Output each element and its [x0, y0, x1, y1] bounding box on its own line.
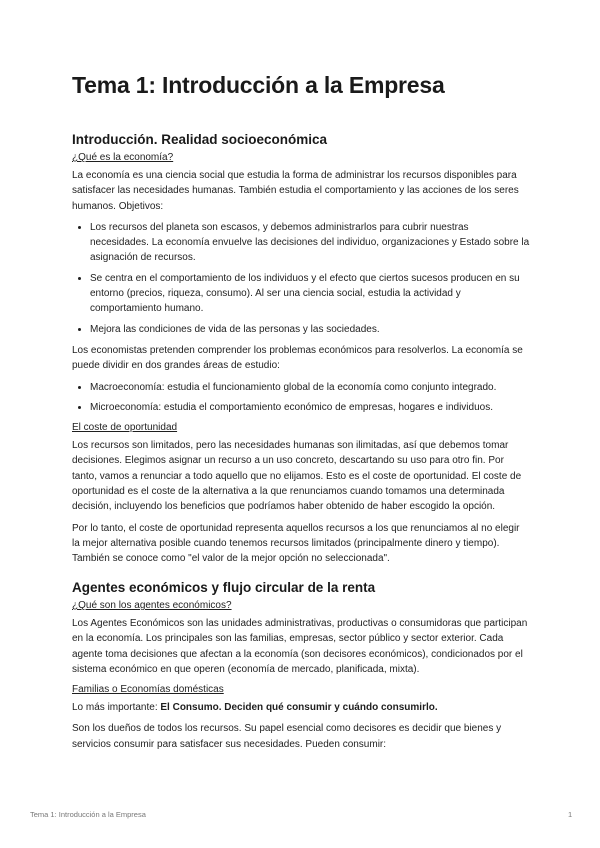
subheading-agentes: ¿Qué son los agentes económicos?: [72, 600, 232, 611]
list-item: • Microeconomía: estudia el comportamiento económico de empresas, hogares e individuos.: [90, 400, 530, 415]
subheading-coste-oportunidad: El coste de oportunidad: [72, 422, 178, 434]
paragraph: Son los dueños de todos los recursos. Su papel esencial como decisores es decidir que bienes y servicios consumir para satisfacer sus necesidades. Pueden consumir:: [72, 723, 502, 750]
paragraph: Los Agentes Económicos son las unidades administrativas, productivas o consumidoras que participan en la economía. Los principales son las familias, empresas, sector público y sector exterior. Cada agente toma decisiones que afectan a la economía (son decisores económicos), condicionados por el sistema económico en que operen (economía de mercado, planificada, mixta).: [72, 618, 528, 675]
section-heading: Introducción. Realidad socioeconómica: [72, 132, 328, 147]
subheading-familias: Familias o Economías domésticas: [72, 684, 224, 696]
bold-text: El Consumo. Deciden qué consumir y cuándo consumirlo.: [160, 702, 438, 714]
section-agentes: [72, 580, 530, 758]
section-introduccion: [72, 132, 530, 573]
paragraph: Los recursos son limitados, pero las necesidades humanas son ilimitadas, así que debemos tomar decisiones. Elegimos asignar un recurso a un uso concreto, descartando su uso para otro fin. Por tanto, vamos a renunciar a todo aquello que no elijamos. Esto es el coste de oportunidad. El coste de oportunidad es el coste de la alternativa a la que renunciamos cuando tomamos una determinada decisión, incluyendo los beneficios que podríamos haber obtenido de haber escogido la opción.: [72, 440, 522, 513]
page-title: Tema 1: Introducción a la Empresa: [72, 72, 445, 98]
bullet-list-areas: [72, 380, 530, 416]
paragraph-consumo: [72, 700, 530, 715]
list-item: • Se centra en el comportamiento de los individuos y el efecto que ciertos sucesos producen en su entorno (precios, riqueza, consumo). Al ser una ciencia social, estudia la actividad y comportamiento humano.: [90, 271, 530, 317]
footer-title: Tema 1: Introducción a la Empresa: [30, 810, 146, 819]
section-heading: Agentes económicos y flujo circular de la renta: [72, 580, 376, 595]
paragraph: Los economistas pretenden comprender los problemas económicos para resolverlos. La economía se puede dividir en dos grandes áreas de estudio:: [72, 344, 523, 372]
subheading-que-es-economia: ¿Qué es la economía?: [72, 152, 174, 163]
label-prefix: Lo más importante:: [72, 702, 161, 714]
page-number: 1: [568, 810, 573, 819]
list-item: • Macroeconomía: estudia el funcionamiento global de la economía como conjunto integrado.: [90, 380, 530, 395]
paragraph: La economía es una ciencia social que estudia la forma de administrar los recursos disponibles para satisfacer las necesidades humanas. También estudia el comportamiento y las acciones de los seres humanos. Objetivos:: [72, 170, 519, 212]
paragraph: Por lo tanto, el coste de oportunidad representa aquellos recursos a los que renunciamos al no elegir la mejor alternativa posible cuando tenemos recursos limitados (principalmente dinero y tiempo). También se conoce como "el valor de la mejor opción no seleccionada".: [72, 522, 520, 565]
list-item: • Los recursos del planeta son escasos, y debemos administrarlos para cubrir nuestras necesidades. La economía envuelve las decisiones del individuo, organizaciones y Estado sobre la asignación de recursos.: [90, 220, 530, 266]
bullet-list-objetivos: [72, 220, 530, 337]
list-item: • Mejora las condiciones de vida de las personas y las sociedades.: [90, 322, 530, 337]
